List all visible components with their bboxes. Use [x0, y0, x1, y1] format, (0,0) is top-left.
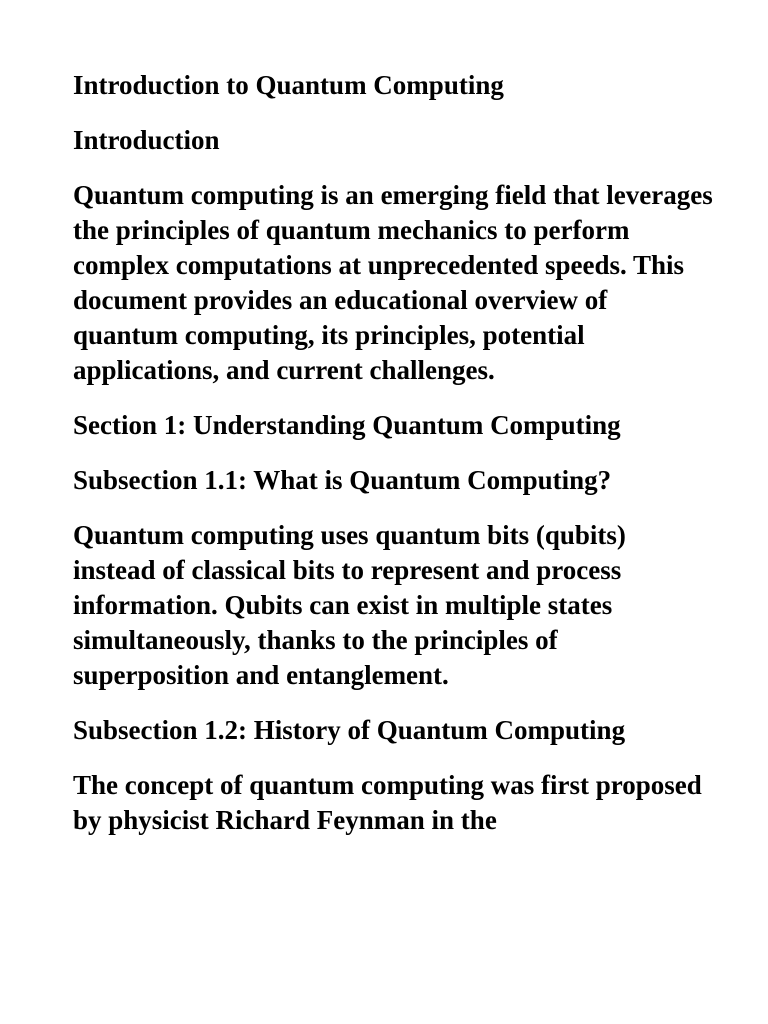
subsection-1-1-paragraph: Quantum computing uses quantum bits (qubits) instead of classical bits to represent and process information. Qubits can exist in multiple states simultaneously, thanks to the principles of superposition and entanglement.	[73, 520, 626, 690]
subsection-1-1-heading: Subsection 1.1: What is Quantum Computing?	[73, 465, 612, 495]
introduction-paragraph: Quantum computing is an emerging field that leverages the principles of quantum mechanics to perform complex computations at unprecedented speeds. This document provides an educational overview of quantum computing, its principles, potential applications, and current challenges.	[73, 180, 713, 385]
document-page	[73, 68, 713, 858]
subsection-1-2-heading: Subsection 1.2: History of Quantum Computing	[73, 715, 626, 745]
document-title: Introduction to Quantum Computing	[73, 70, 504, 100]
introduction-heading: Introduction	[73, 125, 220, 155]
subsection-1-2-paragraph: The concept of quantum computing was first proposed by physicist Richard Feynman in the	[73, 770, 702, 835]
section-1-heading: Section 1: Understanding Quantum Computing	[73, 410, 621, 440]
